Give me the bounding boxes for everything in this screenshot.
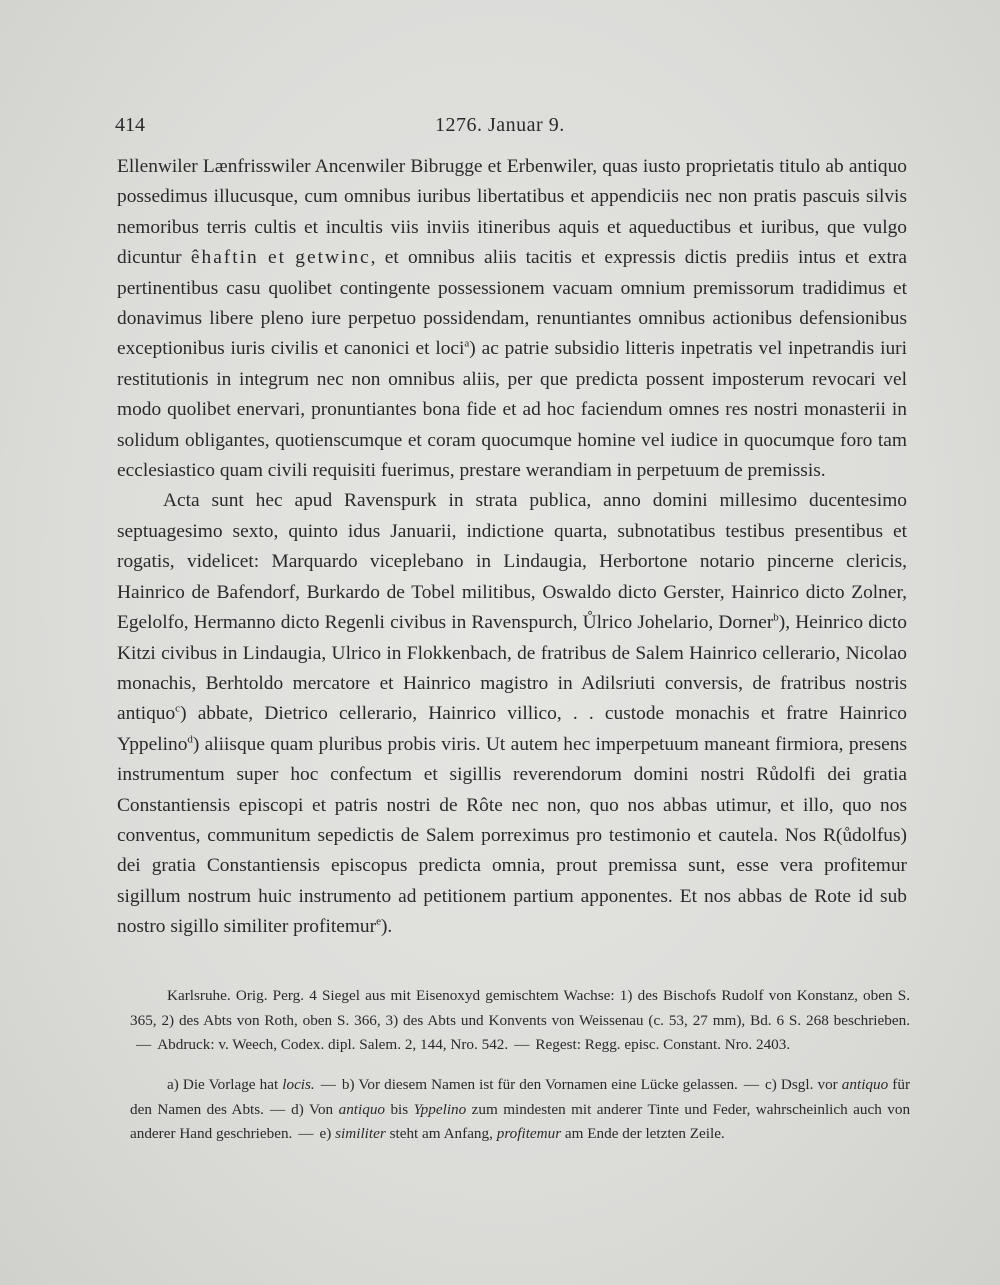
footnote-text: steht am Anfang, — [389, 1125, 493, 1142]
dash: — — [320, 1076, 336, 1093]
page-number: 414 — [115, 114, 145, 136]
footnote-a — [167, 1076, 315, 1093]
footnote-italic: locis. — [282, 1076, 315, 1093]
paragraph-1 — [117, 152, 907, 486]
text-run: ) ac patrie subsidio litteris inpetratis vel inpetrandis iuri restitutionis in integrum nec non omnibus aliis, per que predicta possent imposterum revocari vel modo quolibet enervari, pronuntiantes bona fide et ad hoc faciendum omnes res nostri monasterii in solidum obligantes, quotienscumque et coram quocumque homine vel iudice in quocumque foro tam ecclesiastico quam civili requisiti fuerimus, prestare werandiam in perpetuum de premissis. — [117, 338, 908, 482]
footnote-text: e) — [319, 1125, 332, 1142]
footnote-italic: antiquo — [841, 1076, 889, 1093]
regest-text: Regest: Regg. episc. Constant. Nro. 2403. — [535, 1036, 791, 1053]
footnote-ref-c: c — [175, 702, 181, 715]
dash: — — [136, 1036, 152, 1053]
footnote-italic: antiquo — [338, 1100, 386, 1118]
term-ehaftin: êhaftin — [190, 247, 259, 269]
footnote-ref-d: d — [187, 733, 193, 746]
text-run: ) aliisque quam pluribus probis viris. Ut autem hec imperpetuum maneant firmiora, presens instrumentum super hoc confectum et sigillis reverendorum domini nostri Růdolfi dei gratia Constantiensis episcopi et patris nostri de Rôte nec non, quo nos abbas utimur, et illo, quo nos conventus, communitum sepedictis de Salem porreximus pro testimonio et cautela. Nos R(ůdolfus) dei gratia Constantiensis episcopus predicta omnia, prout premissa sunt, esse vera profitemur sigillum nostrum huic instrumento ad petitionem partium apponentes. Et nos abbas de Rote id sub nostro sigillo similiter profitemur — [117, 733, 907, 938]
dash: — — [298, 1125, 314, 1142]
running-header-date: 1276. Januar 9. — [435, 114, 565, 136]
text-run: ), Heinrico dicto Kitzi civibus in Lindaugia, Ulrico in Flokkenbach, de fratribus de Salem Hainrico cellerario, Nicolao monachis, Berhtoldo mercatore et Hainrico magistro in Adilsriuti conversis, de fratribus nostris antiquo — [117, 612, 907, 725]
dash: — — [269, 1100, 286, 1118]
edition-text: Abdruck: v. Weech, Codex. dipl. Salem. 2, 144, Nro. 542. — [157, 1036, 509, 1053]
text-run: ) abbate, Dietrico cellerario, Hainrico villico, . . custode monachis et fratre Hainrico Yppelino — [117, 703, 907, 755]
term-getwinc: getwinc — [295, 247, 371, 269]
footnote-ref-a: a — [464, 337, 470, 350]
footnote-text: am Ende der letzten Zeile. — [564, 1125, 725, 1142]
text-run: Acta sunt hec apud Ravenspurk in strata publica, anno domini millesimo ducentesimo septuagesimo sexto, quinto idus Januarii, indictione quarta, subnotatibus testibus presentibus et rogatis, videlicet: Marquardo viceplebano in Lindaugia, Herbortone notario pincerne clericis, Hainrico de Bafendorf, Burkardo de Tobel militibus, Oswaldo dicto Gerster, Hainrico dicto Zolner, Egelolfo, Hermanno dicto Regenli civibus in Ravenspurch, Ůlrico Johelario, Dorner — [117, 490, 907, 634]
footnote-italic: similiter — [335, 1125, 386, 1142]
footnotes — [130, 1073, 910, 1147]
dash: — — [743, 1076, 760, 1093]
source-text: Karlsruhe. Orig. Perg. 4 Siegel aus mit Eisenoxyd gemischtem Wachse: 1) des Bischofs Rudolf von Konstanz, oben S. 365, 2) des Abts von Roth, oben S. 366, 3) des Abts und Konvents von Weissenau (c. 53, 27 mm), Bd. 6 S. 268 beschrieben. — [130, 987, 910, 1029]
text-run: Ellenwiler Lænfrisswiler Ancenwiler Bibrugge et Erbenwiler, quas iusto proprietatis titulo ab antiquo possedimus illucusque, cum omnibus iuribus libertatibus et appendiciis nec non pratis pascuis silvis nemoribus terris cultis et incultis viis inviis itineribus aquis et aqueductibus et iuribus, que vulgo dicuntur — [117, 156, 907, 269]
dash: — — [514, 1036, 530, 1053]
footnote-italic: profitemur — [496, 1125, 562, 1142]
charter-text — [117, 152, 907, 943]
footnote-text: d) Von — [291, 1100, 334, 1118]
text-run: , et omnibus aliis tacitis et expressis dictis prediis intus et extra pertinentibus casu quolibet contingente possessionem vacuam omnium premissorum tradidimus et donavimus libere pleno iure perpetuo possidendam, renuntiantes omnibus actionibus defensionibus exceptionibus iuris civilis et canonici et loci — [117, 247, 907, 360]
footnote-ref-e: e — [376, 915, 381, 928]
footnote-e — [320, 1125, 725, 1142]
paragraph-2 — [117, 486, 907, 942]
source-note — [130, 984, 910, 1058]
footnote-italic: Yppelino — [413, 1100, 467, 1118]
footnote-b: b) Vor diesem Namen ist für den Vornamen eine Lücke gelassen. — [341, 1076, 738, 1093]
footnote-text: c) Dsgl. vor — [765, 1076, 838, 1093]
footnote-text: a) Die Vorlage hat — [167, 1076, 279, 1093]
term-et: et — [268, 247, 286, 269]
page-header — [115, 114, 915, 144]
footnote-text: zum mindesten mit anderer Tinte und Feder, wahrscheinlich auch von anderer Hand geschrieben. — [130, 1100, 911, 1142]
text-run: ). — [380, 916, 393, 938]
footnote-text: für den Namen des Abts. — [130, 1076, 911, 1118]
footnote-text: bis — [390, 1100, 409, 1118]
footnote-ref-b: b — [773, 611, 779, 624]
